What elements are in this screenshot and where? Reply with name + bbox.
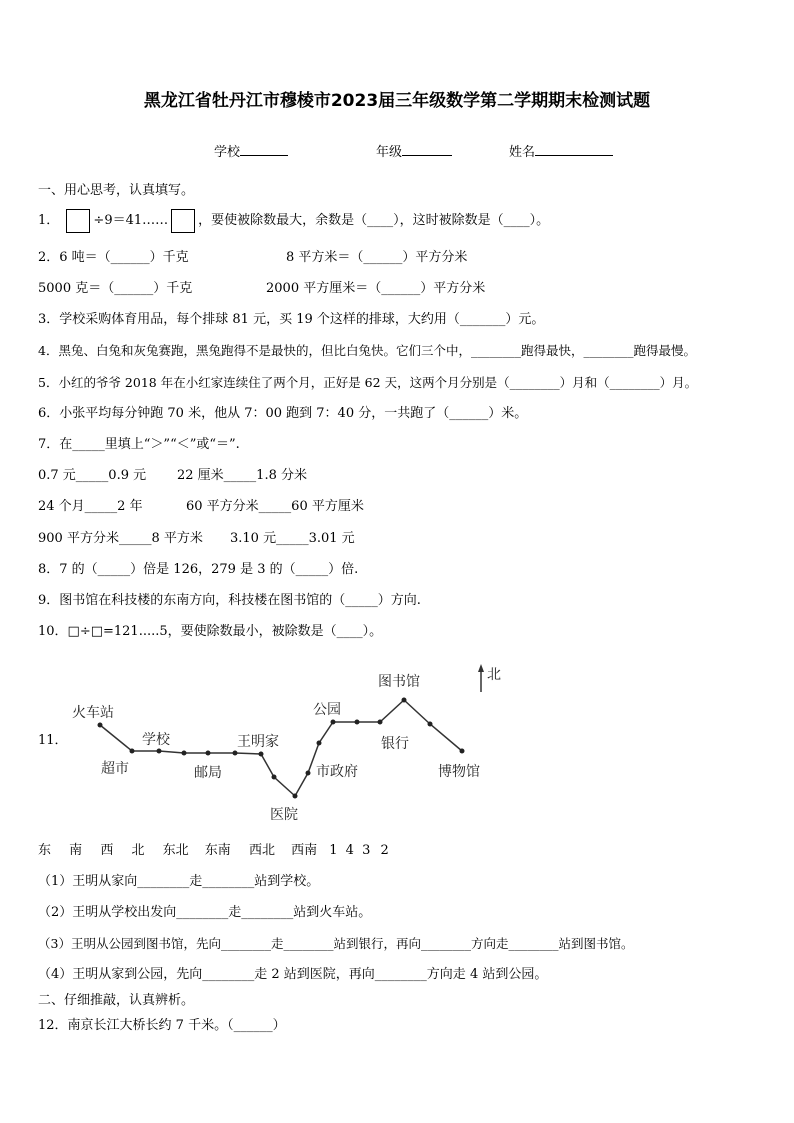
q1-middle: ÷9＝41……: [93, 213, 169, 228]
name-blank[interactable]: [535, 142, 613, 156]
question-7-row-b-right: 60 平方分米_____60 平方厘米: [186, 499, 364, 514]
school-blank[interactable]: [240, 142, 288, 156]
question-7-row-a-left: 0.7 元_____0.9 元: [38, 468, 147, 483]
question-7-row-b-left: 24 个月_____2 年: [38, 499, 143, 514]
option-3: 3: [362, 843, 371, 858]
option-west: 西: [100, 843, 114, 858]
question-7-row-c-right: 3.10 元_____3.01 元: [230, 531, 355, 546]
question-6: 6．小张平均每分钟跑 70 米，他从 7：00 跑到 7：40 分，一共跑了（______）米。: [38, 406, 528, 421]
question-2-left-a: 2．6 吨＝（______）千克: [38, 250, 189, 265]
school-field: [214, 142, 288, 161]
north-label: 北: [487, 667, 501, 683]
question-4: 4．黑兔、白兔和灰兔赛跑，黑兔跑得不是最快的，但比白兔快。它们三个中，________跑得最快，________跑得最慢。: [38, 343, 696, 358]
question-11-part-2: （2）王明从学校出发向________走________站到火车站。: [38, 905, 372, 920]
grade-field: [376, 142, 452, 161]
station-train-station: 火车站: [72, 705, 114, 721]
school-label: 学校: [214, 145, 241, 160]
option-south: 南: [69, 843, 83, 858]
station-hospital: 医院: [270, 807, 298, 823]
question-3: 3．学校采购体育用品，每个排球 81 元，买 19 个这样的排球，大约用（_______）元。: [38, 312, 545, 327]
option-east: 东: [38, 843, 52, 858]
grade-blank[interactable]: [402, 142, 452, 156]
question-11-part-3: （3）王明从公园到图书馆，先向________走________站到银行，再向________方向走________站到图书馆。: [38, 936, 634, 951]
question-2-left-b: 5000 克＝（______）千克: [38, 281, 193, 296]
north-arrow-icon: [478, 664, 484, 692]
question-1: [38, 208, 549, 234]
question-8: 8．7 的（_____）倍是 126，279 是 3 的（_____）倍.: [38, 562, 359, 577]
section-2-heading: 二、仔细推敲，认真辨析。: [38, 993, 195, 1008]
station-park: 公园: [313, 702, 341, 718]
option-north: 北: [131, 843, 145, 858]
question-7-row-c-left: 900 平方分米_____8 平方米: [38, 531, 203, 546]
option-4: 4: [345, 843, 354, 858]
q1-tail: ，要使被除数最大，余数是（____），这时被除数是（____）。: [198, 213, 550, 228]
question-2-right-a: 8 平方米＝（______）平方分米: [286, 250, 468, 265]
question-10: 10．□÷□=121.....5，要使除数最小，被除数是（____）。: [38, 624, 383, 639]
station-bank: 银行: [381, 736, 409, 752]
question-7-row-a-right: 22 厘米_____1.8 分米: [177, 468, 307, 483]
question-5: 5．小红的爷爷 2018 年在小红家连续住了两个月，正好是 62 天，这两个月分别是（________）月和（________）月。: [38, 375, 698, 390]
q1-number: 1．: [38, 213, 60, 228]
remainder-box[interactable]: [171, 209, 195, 233]
station-post-office: 邮局: [194, 765, 222, 781]
station-supermarket: 超市: [101, 761, 129, 777]
station-school: 学校: [142, 732, 170, 748]
option-northeast: 东北: [162, 843, 189, 858]
option-1: 1: [329, 843, 338, 858]
section-1-heading: 一、用心思考，认真填写。: [38, 183, 195, 198]
name-label: 姓名: [509, 145, 536, 160]
option-southwest: 西南: [291, 843, 318, 858]
question-2-right-b: 2000 平方厘米＝（______）平方分米: [266, 281, 486, 296]
question-11-part-1: （1）王明从家向________走________站到学校。: [38, 874, 320, 889]
answer-options: [38, 843, 389, 859]
station-library: 图书馆: [378, 674, 420, 690]
option-2: 2: [380, 843, 389, 858]
question-11-part-4: （4）王明从家到公园，先向________走 2 站到医院，再向________方向走 4 站到公园。: [38, 967, 548, 982]
station-wangming-home: 王明家: [237, 734, 279, 750]
station-museum: 博物馆: [438, 764, 480, 780]
station-city-government: 市政府: [316, 764, 358, 780]
option-southeast: 东南: [204, 843, 231, 858]
question-9: 9．图书馆在科技楼的东南方向，科技楼在图书馆的（_____）方向.: [38, 593, 421, 608]
option-northwest: 西北: [248, 843, 275, 858]
question-12: 12．南京长江大桥长约 7 千米。（______）: [38, 1018, 286, 1033]
name-field: [509, 142, 613, 161]
page-title: 黑龙江省牡丹江市穆棱市2023届三年级数学第二学期期末检测试题: [143, 91, 651, 111]
grade-label: 年级: [376, 145, 403, 160]
question-7: 7．在_____里填上“＞”“＜”或“＝”.: [38, 437, 240, 452]
question-11-number: 11．: [38, 733, 68, 748]
dividend-box[interactable]: [66, 209, 90, 233]
